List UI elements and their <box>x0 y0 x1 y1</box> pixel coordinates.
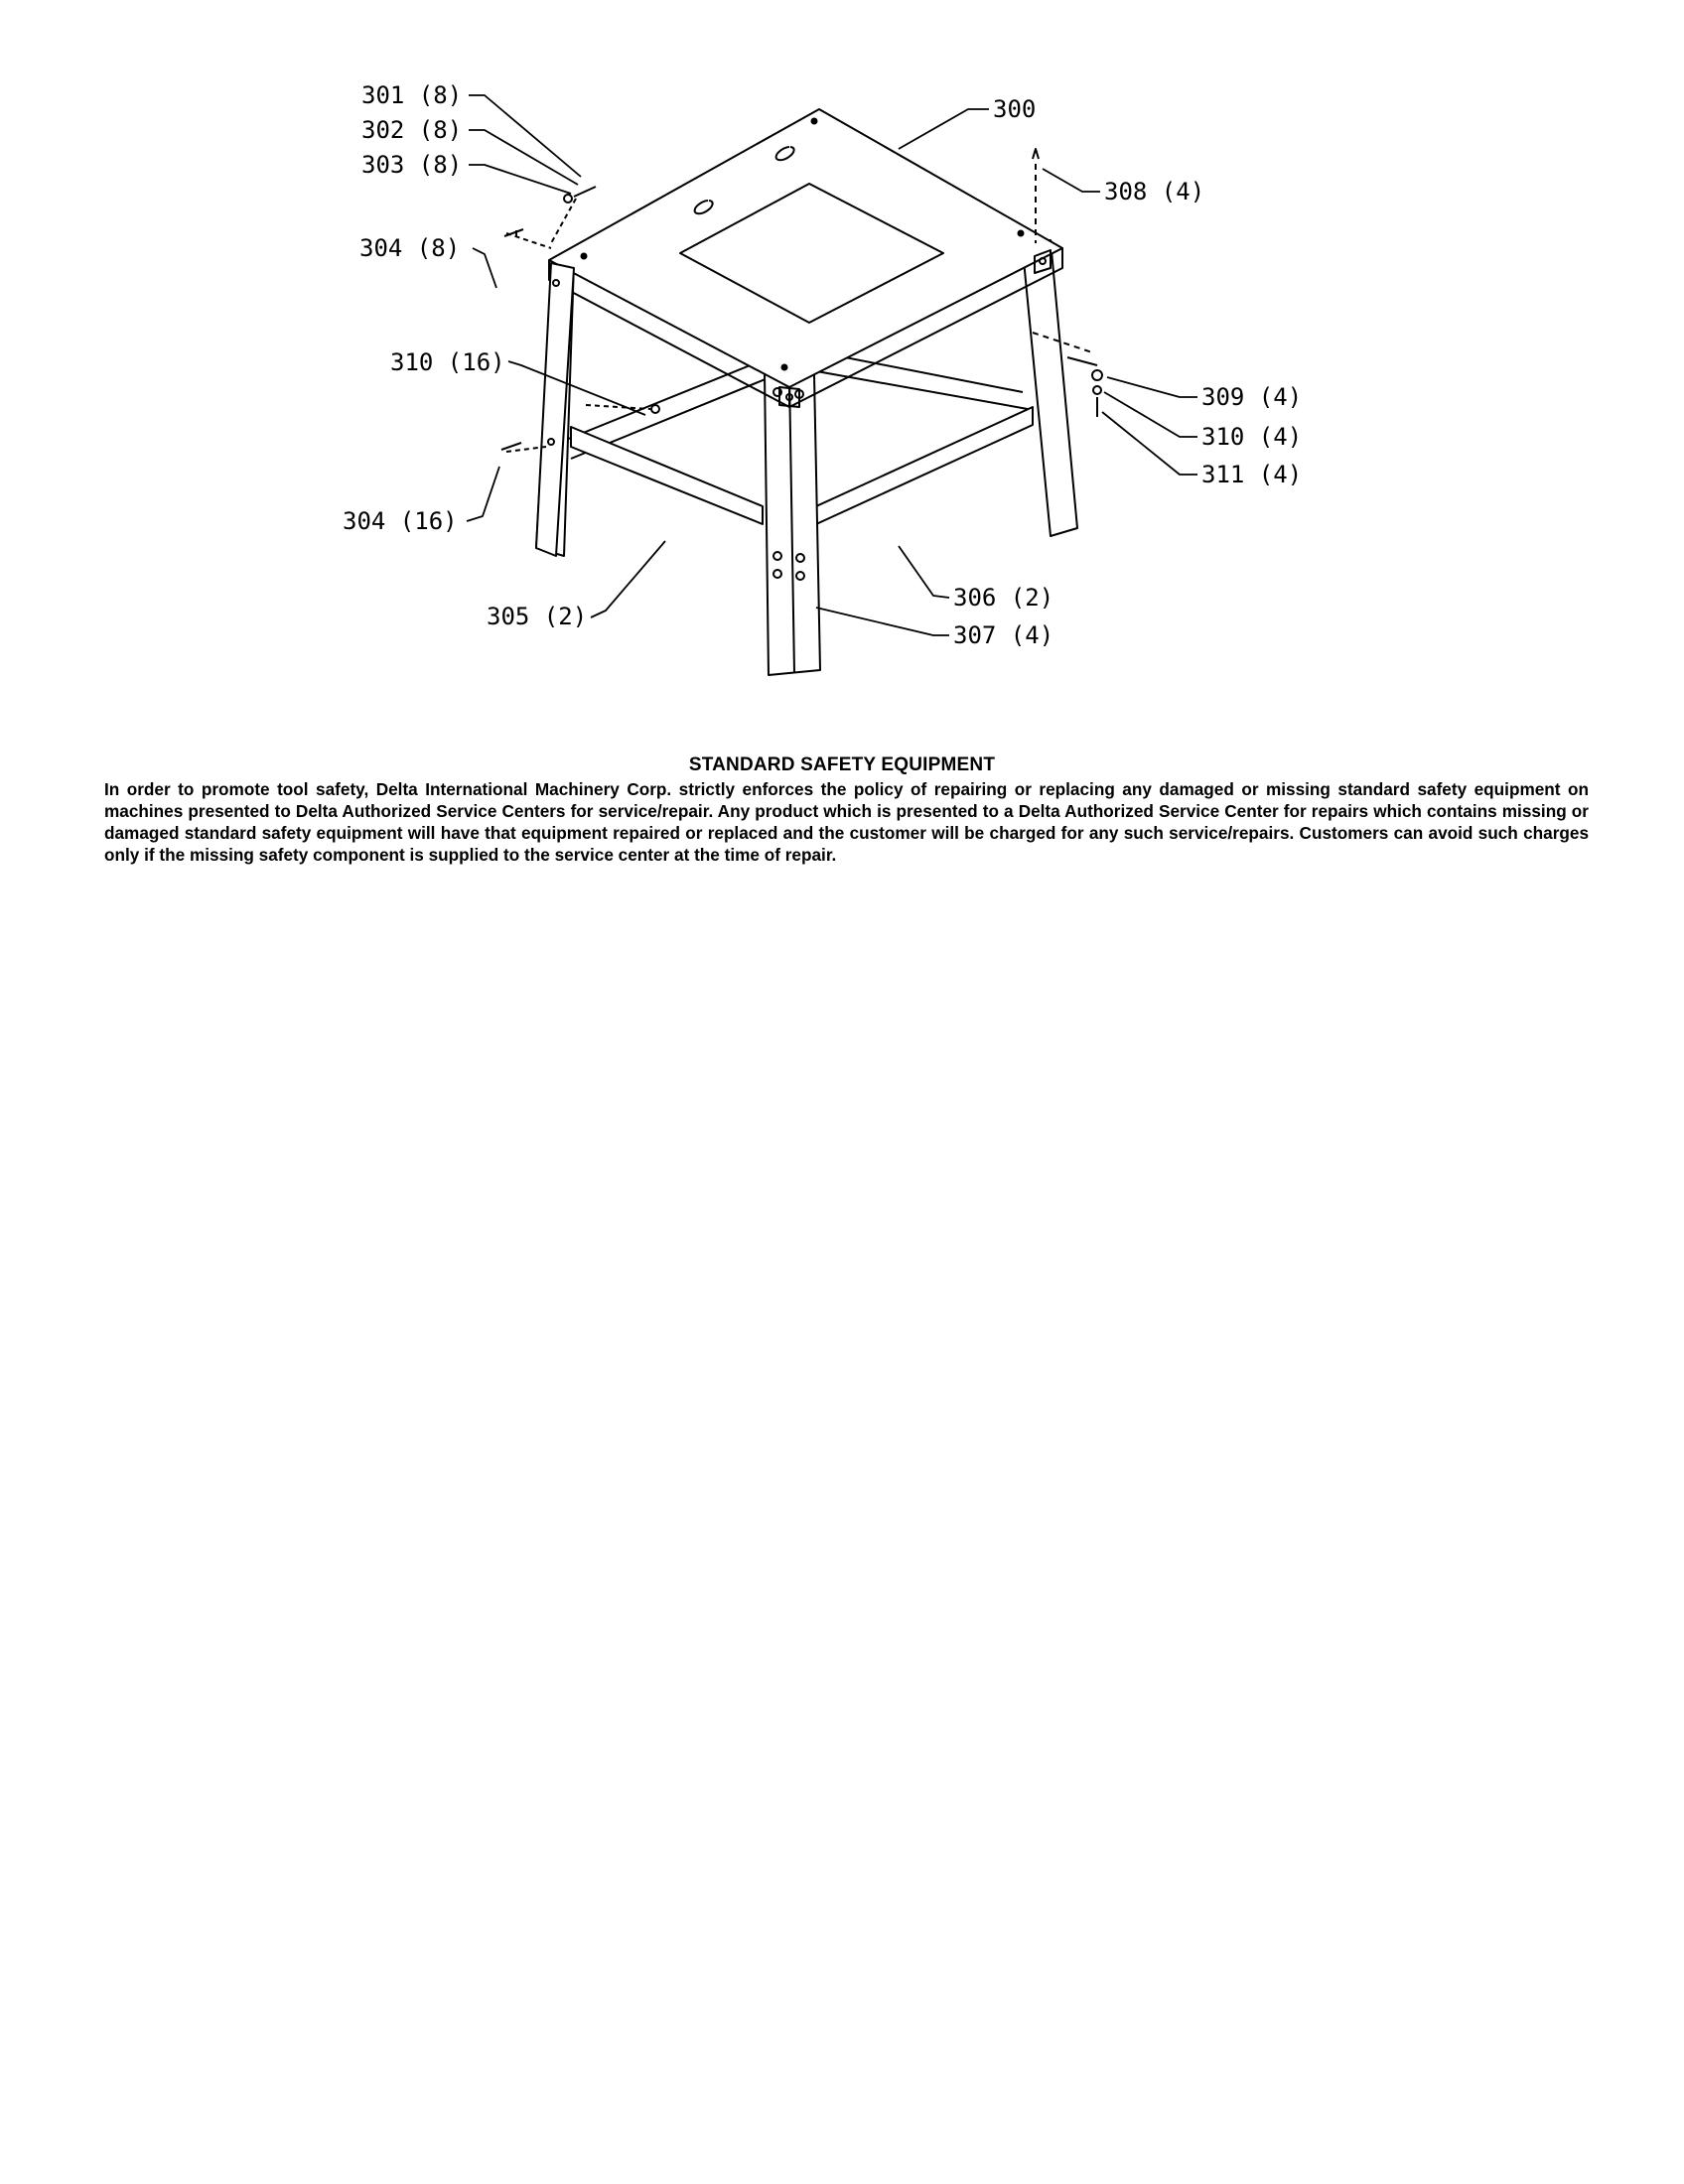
callout-310-center: 310 (16) <box>390 348 505 376</box>
callout-304-bottom: 304 (16) <box>343 507 458 535</box>
callout-309: 309 (4) <box>1201 383 1303 411</box>
callout-300: 300 <box>993 95 1037 123</box>
safety-body: In order to promote tool safety, Delta International Machinery Corp. strictly enforces the policy of repairing or replacing any damaged or missing standard safety equipment on machines presented to Delta Authorized Service Centers for service/repair. Any product which is presented to a Delta Authorized Service Center for repairs which contains missing or damaged standard safety equipment will have that equipment repaired or replaced and the customer will be charged for any such service/repairs. Customers can avoid such charges only if the missing safety component is supplied to the service center at the time of repair. <box>104 779 1589 865</box>
callout-310-right: 310 (4) <box>1201 423 1303 451</box>
callout-302: 302 (8) <box>361 116 463 144</box>
table-top-300 <box>549 109 1062 407</box>
callout-308: 308 (4) <box>1104 178 1205 205</box>
callout-304-top: 304 (8) <box>359 234 461 262</box>
callout-311: 311 (4) <box>1201 461 1303 488</box>
stretcher-front-305 <box>571 427 763 524</box>
leg-front-center-307 <box>765 372 820 675</box>
callout-303: 303 (8) <box>361 151 463 179</box>
stand-exploded-diagram <box>0 0 1684 735</box>
callout-305: 305 (2) <box>487 603 588 630</box>
stretcher-front-306 <box>816 407 1033 524</box>
callout-301: 301 (8) <box>361 81 463 109</box>
callout-306: 306 (2) <box>953 584 1054 612</box>
callout-307: 307 (4) <box>953 621 1054 649</box>
safety-title: STANDARD SAFETY EQUIPMENT <box>688 754 996 775</box>
